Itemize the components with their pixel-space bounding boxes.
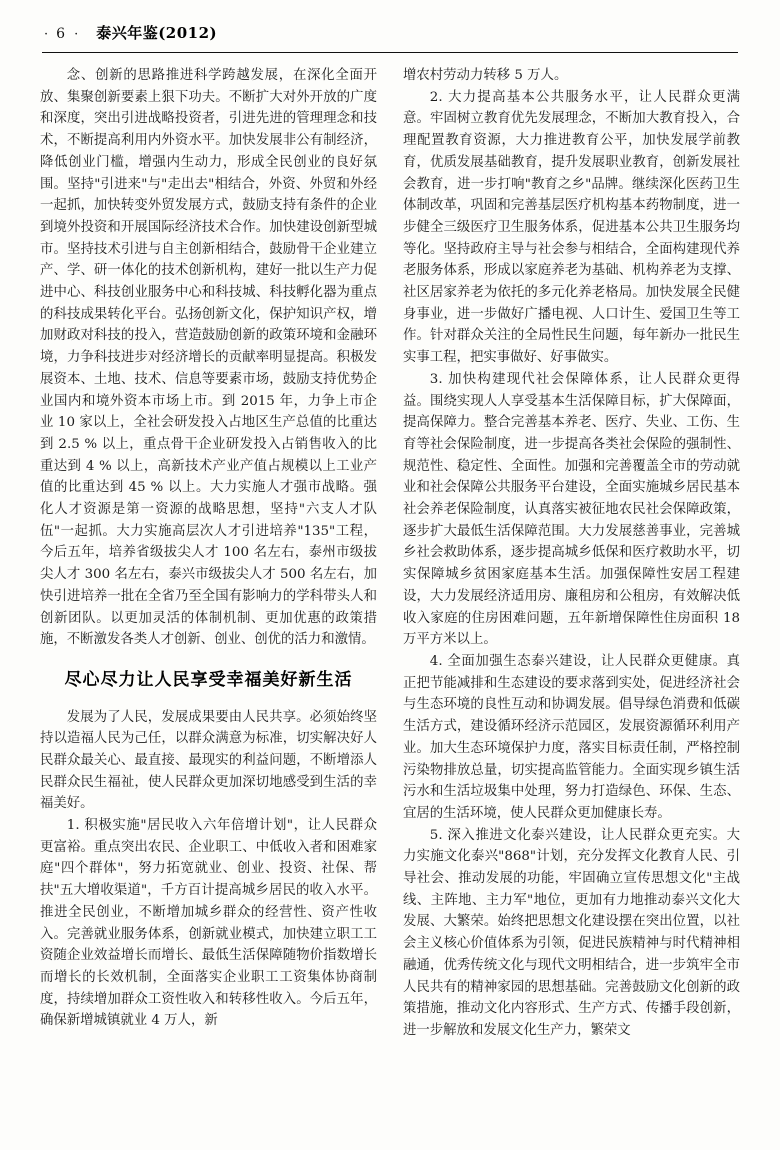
- paragraph: 3. 加快构建现代社会保障体系，让人民群众更得益。围绕实现人人享受基本生活保障目标，扩大保障面，提高保障力。整合完善基本养老、医疗、失业、工伤、生育等社会保险制度，进一步提高各类社会保险的强制性、规范性、稳定性、全面性。加强和完善覆盖全市的劳动就业和社会保障公共服务平台建设，全面实施城乡居民基本社会养老保险制度，认真落实被征地农民社会保障政策，逐步扩大最低生活保障范围。大力发展慈善事业，完善城乡社会救助体系，逐步提高城乡低保和医疗救助水平，切实保障城乡贫困家庭基本生活。加强保障性安居工程建设，大力发展经济适用房、廉租房和公租房，有效解决低收入家庭的住房困难问题，五年新增保障性住房面积 18 万平方米以上。: [403, 371, 740, 648]
- paragraph: 2. 大力提高基本公共服务水平，让人民群众更满意。牢固树立教育优先发展理念，不断加大教育投入，合理配置教育资源，大力推进教育公平，加快发展学前教育，优质发展基础教育，提升发展职业教育，创新发展社会教育，进一步打响"教育之乡"品牌。继续深化医药卫生体制改革，巩固和完善基层医疗机构基本药物制度，进一步健全三级医疗卫生服务体系，促进基本公共卫生服务均等化。坚持政府主导与社会参与相结合，全面构建现代养老服务体系，形成以家庭养老为基础、机构养老为支撑、社区居家养老为依托的多元化养老格局。加快发展全民健身事业，进一步做好广播电视、人口计生、爱国卫生等工作。针对群众关注的全局性民生问题，每年新办一批民生实事工程，把实事做好、好事做实。: [403, 89, 740, 366]
- running-head-dot-right: ·: [74, 27, 79, 42]
- running-head: [40, 22, 740, 48]
- paragraph: 发展为了人民，发展成果要由人民共享。必须始终坚持以造福人民为己任，以群众满意为标准，切实解决好人民群众最关心、最直接、最现实的利益问题，不断增添人民群众民生福祉，使人民群众更加深切地感受到生活的幸福美好。: [40, 709, 377, 812]
- page-number: 6: [56, 26, 67, 42]
- right-column: [403, 65, 740, 1121]
- section-heading: 尽心尽力让人民享受幸福美好新生活: [64, 669, 353, 690]
- paragraph: 增农村劳动力转移 5 万人。: [403, 68, 568, 83]
- left-column: [40, 65, 377, 1121]
- running-head-dot-left: ·: [44, 27, 49, 42]
- paragraph: 念、创新的思路推进科学跨越发展，在深化全面开放、集聚创新要素上狠下功夫。不断扩大对外开放的广度和深度，突出引进战略投资者，引进先进的管理理念和技术，不断提高利用内外资水平。加快发展非公有制经济，降低创业门槛，增强内生动力，形成全民创业的良好氛围。坚持"引进来"与"走出去"相结合，外资、外贸和外经一起抓，加快转变外贸发展方式，鼓励支持有条件的企业到境外投资和开展国际经济技术合作。加快建设创新型城市。坚持技术引进与自主创新相结合，鼓励骨干企业建立产、学、研一体化的技术创新机构，建好一批以生产力促进中心、科技创业服务中心和科技城、科技孵化器为重点的科技成果转化平台。弘扬创新文化，保护知识产权，增加财政对科技的投入，营造鼓励创新的政策环境和金融环境，力争科技进步对经济增长的贡献率明显提高。积极发展资本、土地、技术、信息等要素市场，鼓励支持优势企业国内和境外资本市场上市。到 2015 年，力争上市企业 10 家以上，全社会研发投入占地区生产总值的比重达到 2.5 % 以上，重点骨干企业研发投入占销售收入的比重达到 4 % 以上，高新技术产业产值占规模以上工业产值的比重达到 45 % 以上。大力实施人才强市战略。强化人才资源是第一资源的战略思想，坚持"六支人才队伍"一起抓。大力实施高层次人才引进培养"135"工程，今后五年，培养省级拔尖人才 100 名左右，泰州市级拔尖人才 300 名左右，泰兴市级拔尖人才 500 名左右，加快引进培养一批在全省乃至全国有影响力的学科带头人和创新团队。以更加灵活的体制机制、更加优惠的政策措施，不断激发各类人才创新、创业、创优的活力和激情。: [40, 68, 377, 648]
- book-title: 泰兴年鉴(2012): [96, 24, 218, 42]
- paragraph: 1. 积极实施"居民收入六年倍增计划"，让人民群众更富裕。重点突出农民、企业职工、中低收入者和困难家庭"四个群体"，努力拓宽就业、创业、投资、社保、帮扶"五大增收渠道"，千方百计提高城乡居民的收入水平。推进全民创业，不断增加城乡群众的经营性、资产性收入。完善就业服务体系，创新就业模式，加快建立职工工资随企业效益增长而增长、最低生活保障随物价指数增长而增长的长效机制，全面落实企业职工工资集体协商制度，持续增加群众工资性收入和转移性收入。今后五年，确保新增城镇就业 4 万人，新: [40, 818, 377, 1029]
- header-rule: [42, 52, 738, 53]
- body-columns: [40, 65, 740, 1121]
- paragraph: 4. 全面加强生态泰兴建设，让人民群众更健康。真正把节能减排和生态建设的要求落到实处，促进经济社会与生态环境的良性互动和协调发展。倡导绿色消费和低碳生活方式，建设循环经济示范园区，发展资源循环利用产业。加大生态环境保护力度，落实目标责任制，严格控制污染物排放总量，切实提高监管能力。全面实现乡镇生活污水和生活垃圾集中处理，努力打造绿色、环保、生态、宜居的生活环境，使人民群众更加健康长寿。: [403, 653, 740, 821]
- paragraph: 5. 深入推进文化泰兴建设，让人民群众更充实。大力实施文化泰兴"868"计划，充分发挥文化教育人民、引导社会、推动发展的功能，牢固确立宣传思想文化"主战线、主阵地、主力军"地位，更加有力地推动泰兴文化大发展、大繁荣。始终把思想文化建设摆在突出位置，以社会主义核心价值体系为引领，促进民族精神与时代精神相融通，优秀传统文化与现代文明相结合，进一步筑牢全市人民共有的精神家园的思想基础。完善鼓励文化创新的政策措施，推动文化内容形式、生产方式、传播手段创新，进一步解放和发展文化生产力，繁荣文: [403, 827, 740, 1038]
